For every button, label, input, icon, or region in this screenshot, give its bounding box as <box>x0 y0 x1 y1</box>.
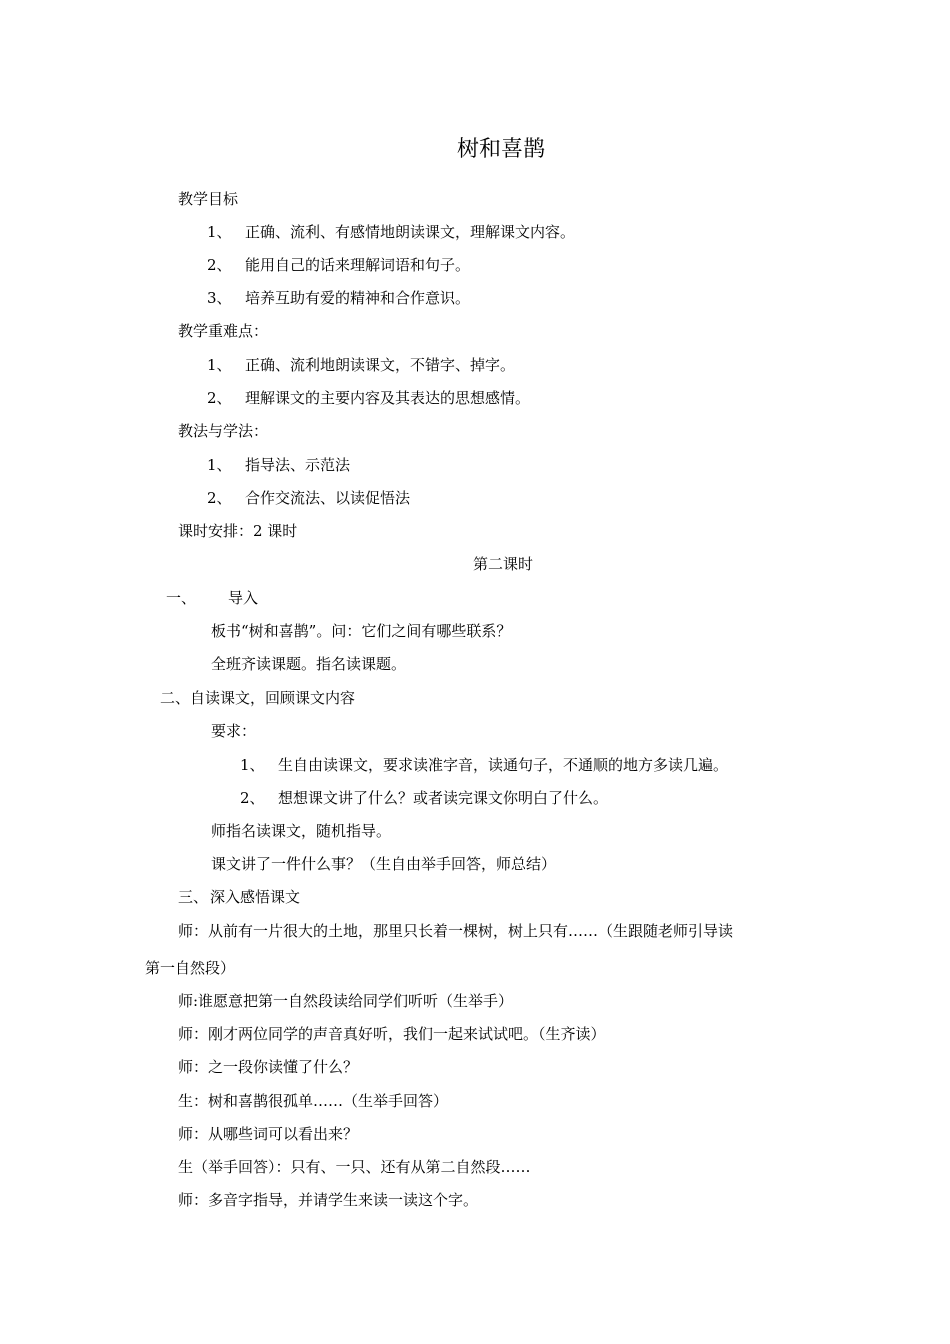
goal-item-text: 正确、流利、有感情地朗读课文，理解课文内容。 <box>245 223 576 241</box>
key-point-number: 1、 <box>207 356 232 374</box>
requirement-text: 生自由读课文，要求读准字音，读通句子，不通顺的地方多读几遍。 <box>278 756 729 774</box>
requirement-text: 想想课文讲了什么？或者读完课文你明白了什么。 <box>278 789 609 807</box>
body-line: 全班齐读课题。指名读课题。 <box>211 655 407 673</box>
dialogue-line: 师：之一段你读懂了什么？ <box>178 1058 359 1076</box>
method-number: 2、 <box>207 489 232 507</box>
goal-item-text: 培养互助有爱的精神和合作意识。 <box>245 289 471 307</box>
body-line: 师：从前有一片很大的土地，那里只长着一棵树，树上只有……（生跟随老师引导读 <box>178 922 734 940</box>
method-item <box>207 487 410 509</box>
method-text: 合作交流法、以读促悟法 <box>245 489 411 507</box>
method-item <box>207 454 350 476</box>
section-heading <box>166 587 258 609</box>
section-number: 一、 <box>166 589 197 607</box>
key-point-text: 正确、流利地朗读课文，不错字、掉字。 <box>245 356 516 374</box>
key-point-text: 理解课文的主要内容及其表达的思想感情。 <box>245 389 531 407</box>
body-line: 课文讲了一件什么事？（生自由举手回答，师总结） <box>211 855 557 873</box>
section-title: 导入 <box>228 589 259 607</box>
goal-item-number: 2、 <box>207 256 232 274</box>
key-point-item <box>207 387 530 409</box>
key-point-item <box>207 354 515 376</box>
section-heading: 二、自读课文，回顾课文内容 <box>160 689 356 707</box>
requirement-item <box>240 787 608 809</box>
section-title: 深入感悟课文 <box>210 888 301 906</box>
goal-item-number: 1、 <box>207 223 232 241</box>
body-line: 板书“树和喜鹊”。问：它们之间有哪些联系？ <box>211 622 512 640</box>
goal-item-text: 能用自己的话来理解词语和句子。 <box>245 256 471 274</box>
dialogue-line: 师：刚才两位同学的声音真好听，我们一起来试试吧。（生齐读） <box>178 1025 606 1043</box>
section-heading <box>178 886 300 908</box>
method-text: 指导法、示范法 <box>245 456 351 474</box>
dialogue-line: 生（举手回答）：只有、一只、还有从第二自然段…… <box>178 1158 531 1176</box>
schedule-line: 课时安排：2 课时 <box>178 522 298 540</box>
requirement-item <box>240 754 728 776</box>
document-title: 树和喜鹊 <box>456 137 545 162</box>
lesson-title: 第二课时 <box>473 555 534 573</box>
goal-item-number: 3、 <box>207 289 232 307</box>
key-point-number: 2、 <box>207 389 232 407</box>
body-line: 师指名读课文，随机指导。 <box>211 822 392 840</box>
method-number: 1、 <box>207 456 232 474</box>
requirements-label: 要求： <box>211 722 257 740</box>
section-number: 三、 <box>178 888 209 906</box>
dialogue-line: 师:谁愿意把第一自然段读给同学们听听（生举手） <box>178 992 514 1010</box>
goals-heading: 教学目标 <box>178 190 239 208</box>
requirement-number: 1、 <box>240 756 265 774</box>
body-line: 第一自然段） <box>145 959 236 977</box>
requirement-number: 2、 <box>240 789 265 807</box>
dialogue-line: 师：多音字指导，并请学生来读一读这个字。 <box>178 1191 479 1209</box>
methods-heading: 教法与学法： <box>178 422 269 440</box>
dialogue-line: 师：从哪些词可以看出来？ <box>178 1125 359 1143</box>
goal-item <box>207 287 470 309</box>
key-points-heading: 教学重难点： <box>178 322 269 340</box>
goal-item <box>207 254 470 276</box>
dialogue-line: 生：树和喜鹊很孤单……（生举手回答） <box>178 1092 449 1110</box>
goal-item <box>207 221 575 243</box>
